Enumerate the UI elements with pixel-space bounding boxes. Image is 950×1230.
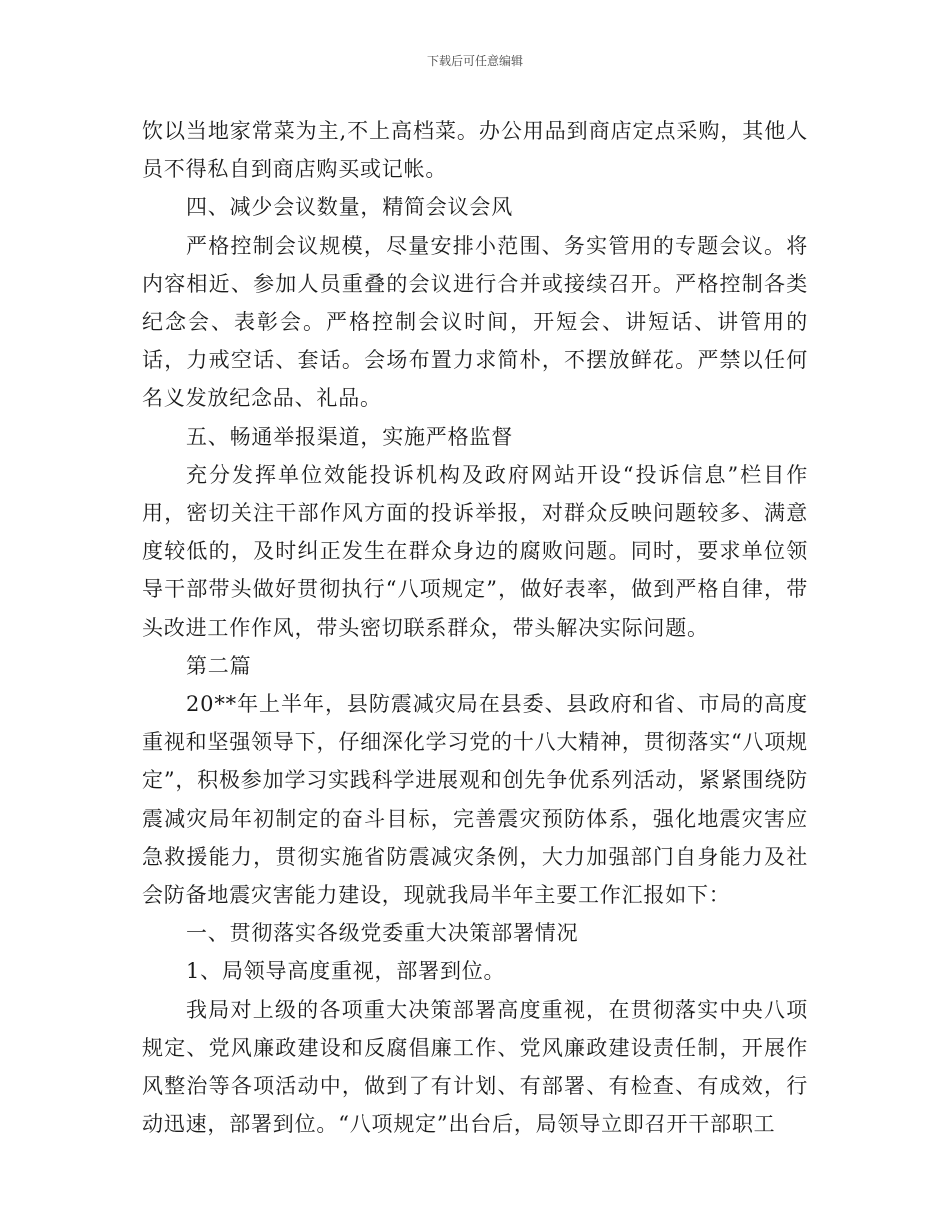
section-heading-meetings: 四、减少会议数量，精简会议会风 — [186, 195, 513, 220]
document-body — [142, 112, 808, 1143]
page-header-note: 下载后可任意编辑 — [426, 54, 523, 68]
paragraph-supervision: 充分发挥单位效能投诉机构及政府网站开设“投诉信息”栏目作用，密切关注干部作风方面的投诉举报，对群众反映问题较多、满意度较低的，及时纠正发生在群众身边的腐败问题。同时，要求单位领导干部带头做好贯彻执行“八项规定”，做好表率，做到严格自律，带头改进工作作风，带头密切联系群众，带头解决实际问题。 — [142, 462, 808, 640]
paragraph-meeting-control: 严格控制会议规模，尽量安排小范围、务实管用的专题会议。将内容相近、参加人员重叠的会议进行合并或接续召开。严格控制各类纪念会、表彰会。严格控制会议时间，开短会、讲短话、讲管用的话，力戒空话、套话。会场布置力求简朴，不摆放鲜花。严禁以任何名义发放纪念品、礼品。 — [142, 233, 808, 411]
paragraph-half-year-summary: 20**年上半年，县防震减灾局在县委、县政府和省、市局的高度重视和坚强领导下，仔细深化学习党的十八大精神，贯彻落实“八项规定”，积极参加学习实践科学进展观和创先争优系列活动，紧紧围绕防震减灾局年初制定的奋斗目标，完善震灾预防体系，强化地震灾害应急救援能力，贯彻实施省防震减灾条例，大力加强部门自身能力及社会防备地震灾害能力建设，现就我局半年主要工作汇报如下： — [142, 692, 808, 908]
chapter-title-second: 第二篇 — [186, 653, 252, 678]
paragraph-dining-purchasing: 饮以当地家常菜为主,不上高档菜。办公用品到商店定点采购，其他人员不得私自到商店购买或记帐。 — [142, 119, 808, 182]
paragraph-leadership-detail: 我局对上级的各项重大决策部署高度重视，在贯彻落实中央八项规定、党风廉政建设和反腐倡廉工作、党风廉政建设责任制，开展作风整治等各项活动中，做到了有计划、有部署、有检查、有成效，行动迅速，部署到位。“八项规定”出台后，局领导立即召开干部职工 — [142, 997, 808, 1137]
section-heading-implementation: 一、贯彻落实各级党委重大决策部署情况 — [186, 921, 579, 946]
subheading-leadership: 1、局领导高度重视，部署到位。 — [186, 959, 506, 984]
section-heading-reporting: 五、畅通举报渠道，实施严格监督 — [186, 424, 513, 449]
